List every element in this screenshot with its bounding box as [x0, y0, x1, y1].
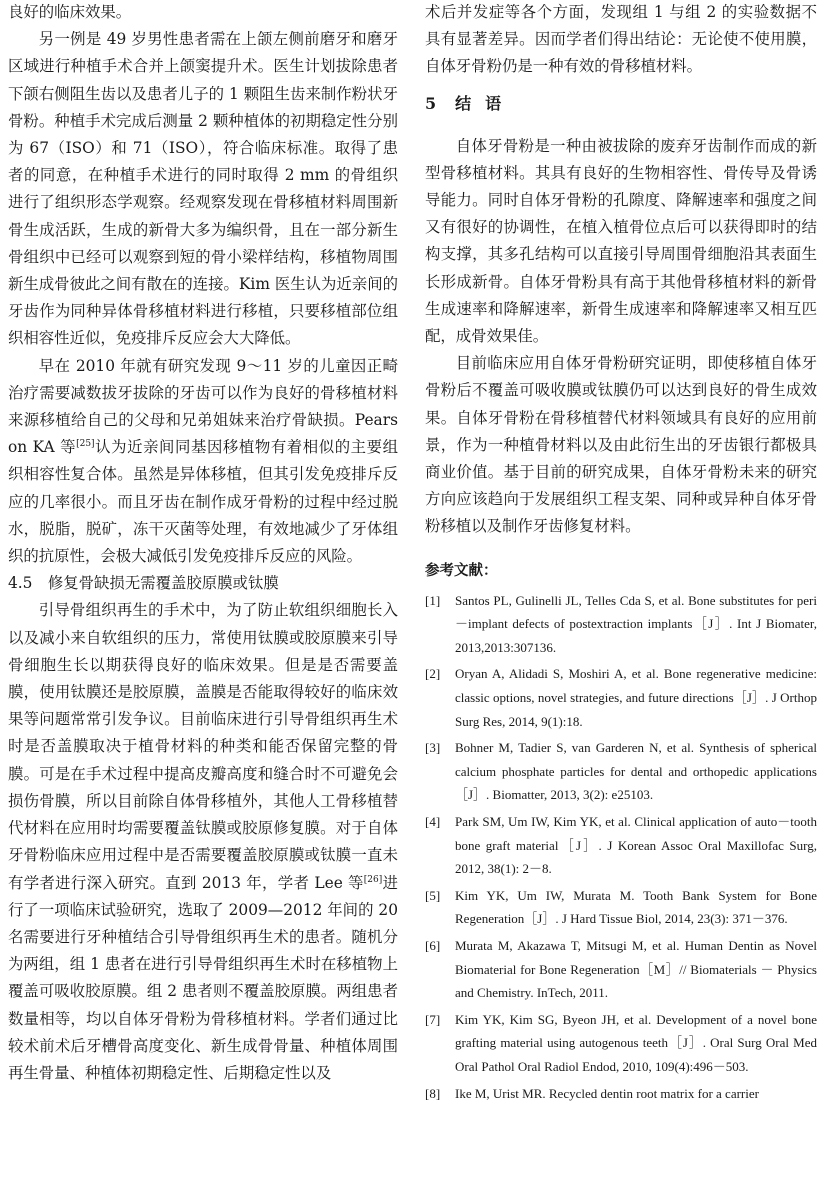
reference-item [425, 1008, 817, 1079]
reference-item [425, 589, 817, 660]
right-column [425, 0, 817, 1108]
paragraph: 另一例是 49 岁男性患者需在上颌左侧前磨牙和磨牙区域进行种植手术合并上颌窦提升术。医生计划拔除患者下颌右侧阻生齿以及患者儿子的 1 颗阻生齿来制作粉状牙骨粉。种植手术完成后测量 2 颗种植体的初期稳定性分别为 67（ISO）和 71（ISO），符合临床标准。取得了患者的同意，在种植手术进行的同时取得 2 mm 的骨组织进行了组织形态学观察。经观察发现在骨移植材料周围新骨生成活跃，生成的新骨大多为编织骨，且在一部分新生骨组织中已经可以观察到短的骨小梁样结构，移植物周围新生成骨彼此之间有散在的连接。Kim 医生认为近亲间的牙齿作为同种异体骨移植材料进行移植，只要移植部位组织相容性近似，免疫排斥反应会大大降低。 [8, 30, 398, 348]
reference-item [425, 1082, 817, 1106]
reference-item [425, 810, 817, 881]
reference-text: Park SM, Um IW, Kim YK, et al. Clinical application of auto－tooth bone graft material［J］. J Korean Assoc Oral Maxillofac Surg, 2012, 38(1): 2－8. [455, 814, 817, 877]
reference-number: [1] [425, 592, 441, 608]
citation-26: [26] [363, 874, 383, 885]
references-title: 参考文献： [425, 561, 498, 579]
reference-item [425, 934, 817, 1005]
left-column [8, 0, 398, 1087]
reference-item [425, 736, 817, 807]
reference-number: [3] [425, 740, 441, 756]
paragraph-text: 认为近亲间同基因移植物有着相似的主要组织相容性复合体。虽然是异体移植，但其引发免疫排斥反应的几率很小。而且牙齿在制作成牙骨粉的过程中经过脱水，脱脂，脱矿，冻干灭菌等处理，有效地减少了牙体组织的抗原性，会极大减低引发免疫排斥反应的风险。 [8, 438, 398, 566]
reference-number: [4] [425, 814, 441, 829]
reference-number: [7] [425, 1011, 441, 1027]
reference-number: [6] [425, 937, 441, 953]
reference-number: [5] [425, 887, 441, 903]
paragraph: 目前临床应用自体牙骨粉研究证明，即使移植自体牙骨粉后不覆盖可吸收膜或钛膜仍可以达到良好的骨生成效果。自体牙骨粉在骨移植替代材料领域具有良好的应用前景，作为一种植骨材料以及由此衍生出的牙齿银行都极具商业价值。基于目前的研究成果，自体牙骨粉未来的研究方向应该趋向于发展组织工程支架、同种或异种自体牙骨粉移植以及制作牙齿修复材料。 [425, 354, 817, 536]
subsection-heading: 4.5 修复骨缺损无需覆盖胶原膜或钛膜 [8, 574, 279, 593]
reference-number: [8] [425, 1085, 441, 1101]
paragraph: 良好的临床效果。 [8, 3, 132, 21]
paragraph [8, 597, 398, 1087]
reference-text: Murata M, Akazawa T, Mitsugi M, et al. Human Dentin as Novel Biomaterial for Bone Regeneration［M］// Biomaterials － Physics and Chemistry. InTech, 2011. [455, 937, 817, 1001]
reference-number: [2] [425, 666, 441, 682]
reference-text: Oryan A, Alidadi S, Moshiri A, et al. Bone regenerative medicine: classic options, novel strategies, and future directions［J］. J Orthop Surg Res, 2014, 9(1):18. [455, 666, 817, 729]
paragraph: 自体牙骨粉是一种由被拔除的废弃牙齿制作而成的新型骨移植材料。其具有良好的生物相容性、骨传导及骨诱导能力。同时自体牙骨粉的孔隙度、降解速率和强度之间又有很好的协调性，在植入植骨位点后可以获得即时的结构支撑，其多孔结构可以直接引导周围骨细胞沿其表面生长形成新骨。自体牙骨粉具有高于其他骨移植材料的新骨生成速率和降解速率，新骨生成速率和降解速率又相互匹配，成骨效果佳。 [425, 136, 817, 346]
reference-item [425, 884, 817, 931]
paragraph-text: 进行了一项临床试验研究，选取了 2009—2012 年间的 20 名需要进行牙种植结合引导骨组织再生术的患者。随机分为两组，组 1 患者在进行引导骨组织再生术时在移植物上覆盖可吸收胶原膜。组 2 患者则不覆盖胶原膜。两组患者数量相等，均以自体牙骨粉为骨移植材料。学者们通过比较术前术后牙槽骨高度变化、新生成骨骨量、种植体周围再生骨量、种植体初期稳定性、后期稳定性以及 [8, 873, 398, 1082]
reference-text: Santos PL, Gulinelli JL, Telles Cda S, et al. Bone substitutes for peri－implant defects of postextraction implants［J］. Int J Biomater, 2013,2013:307136. [455, 592, 817, 655]
paragraph: 术后并发症等各个方面，发现组 1 与组 2 的实验数据不具有显著差异。因而学者们得出结论：无论使不使用膜，自体牙骨粉仍是一种有效的骨移植材料。 [425, 3, 817, 76]
reference-text: Bohner M, Tadier S, van Garderen N, et al. Synthesis of spherical calcium phosphate particles for dental and orthopedic applications［J］. Biomatter, 2013, 3(2): e25103. [455, 740, 817, 803]
section-title: 结语 [455, 93, 516, 113]
reference-item [425, 662, 817, 733]
section-heading [425, 91, 817, 117]
paragraph-text: 早在 2010 年就有研究发现 9～11 岁的儿童因正畸治疗需要减数拔牙拔除的牙齿可以作为良好的骨移植材料来源移植给自己的父母和兄弟姐妹来治疗骨缺损。Pearson KA 等 [8, 356, 398, 457]
citation-25: [25] [76, 439, 95, 450]
paragraph [8, 353, 398, 571]
section-number: 5 [425, 93, 438, 113]
reference-text: Ike M, Urist MR. Recycled dentin root matrix for a carrier [455, 1085, 759, 1101]
paragraph-text: 引导骨组织再生的手术中，为了防止软组织细胞长入以及减小来自软组织的压力，常使用钛膜或胶原膜来引导骨细胞生长以期获得良好的临床效果。但是是否需要盖膜，使用钛膜还是胶原膜，盖膜是否能取得较好的临床效果等问题常常引发争议。目前临床进行引导骨组织再生术时是否盖膜取决于植骨材料的种类和能否保留完整的骨膜。可是在手术过程中提高皮瓣高度和缝合时不可避免会损伤骨膜，所以目前除自体骨移植外，其他人工骨移植替代材料在应用时均需要覆盖钛膜或胶原修复膜。对于自体牙骨粉临床应用过程中是否需要覆盖胶原膜或钛膜一直未有学者进行深入研究。直到 2013 年，学者 Lee 等 [8, 601, 398, 892]
reference-text: Kim YK, Um IW, Murata M. Tooth Bank System for Bone Regeneration［J］. J Hard Tissue Biol, 2014, 23(3): 371－376. [455, 887, 817, 927]
reference-list [425, 589, 817, 1105]
reference-text: Kim YK, Kim SG, Byeon JH, et al. Development of a novel bone grafting material using autogenous teeth［J］. Oral Surg Oral Med Oral Pathol Oral Radiol Endod, 2010, 109(4):496－503. [455, 1011, 817, 1074]
